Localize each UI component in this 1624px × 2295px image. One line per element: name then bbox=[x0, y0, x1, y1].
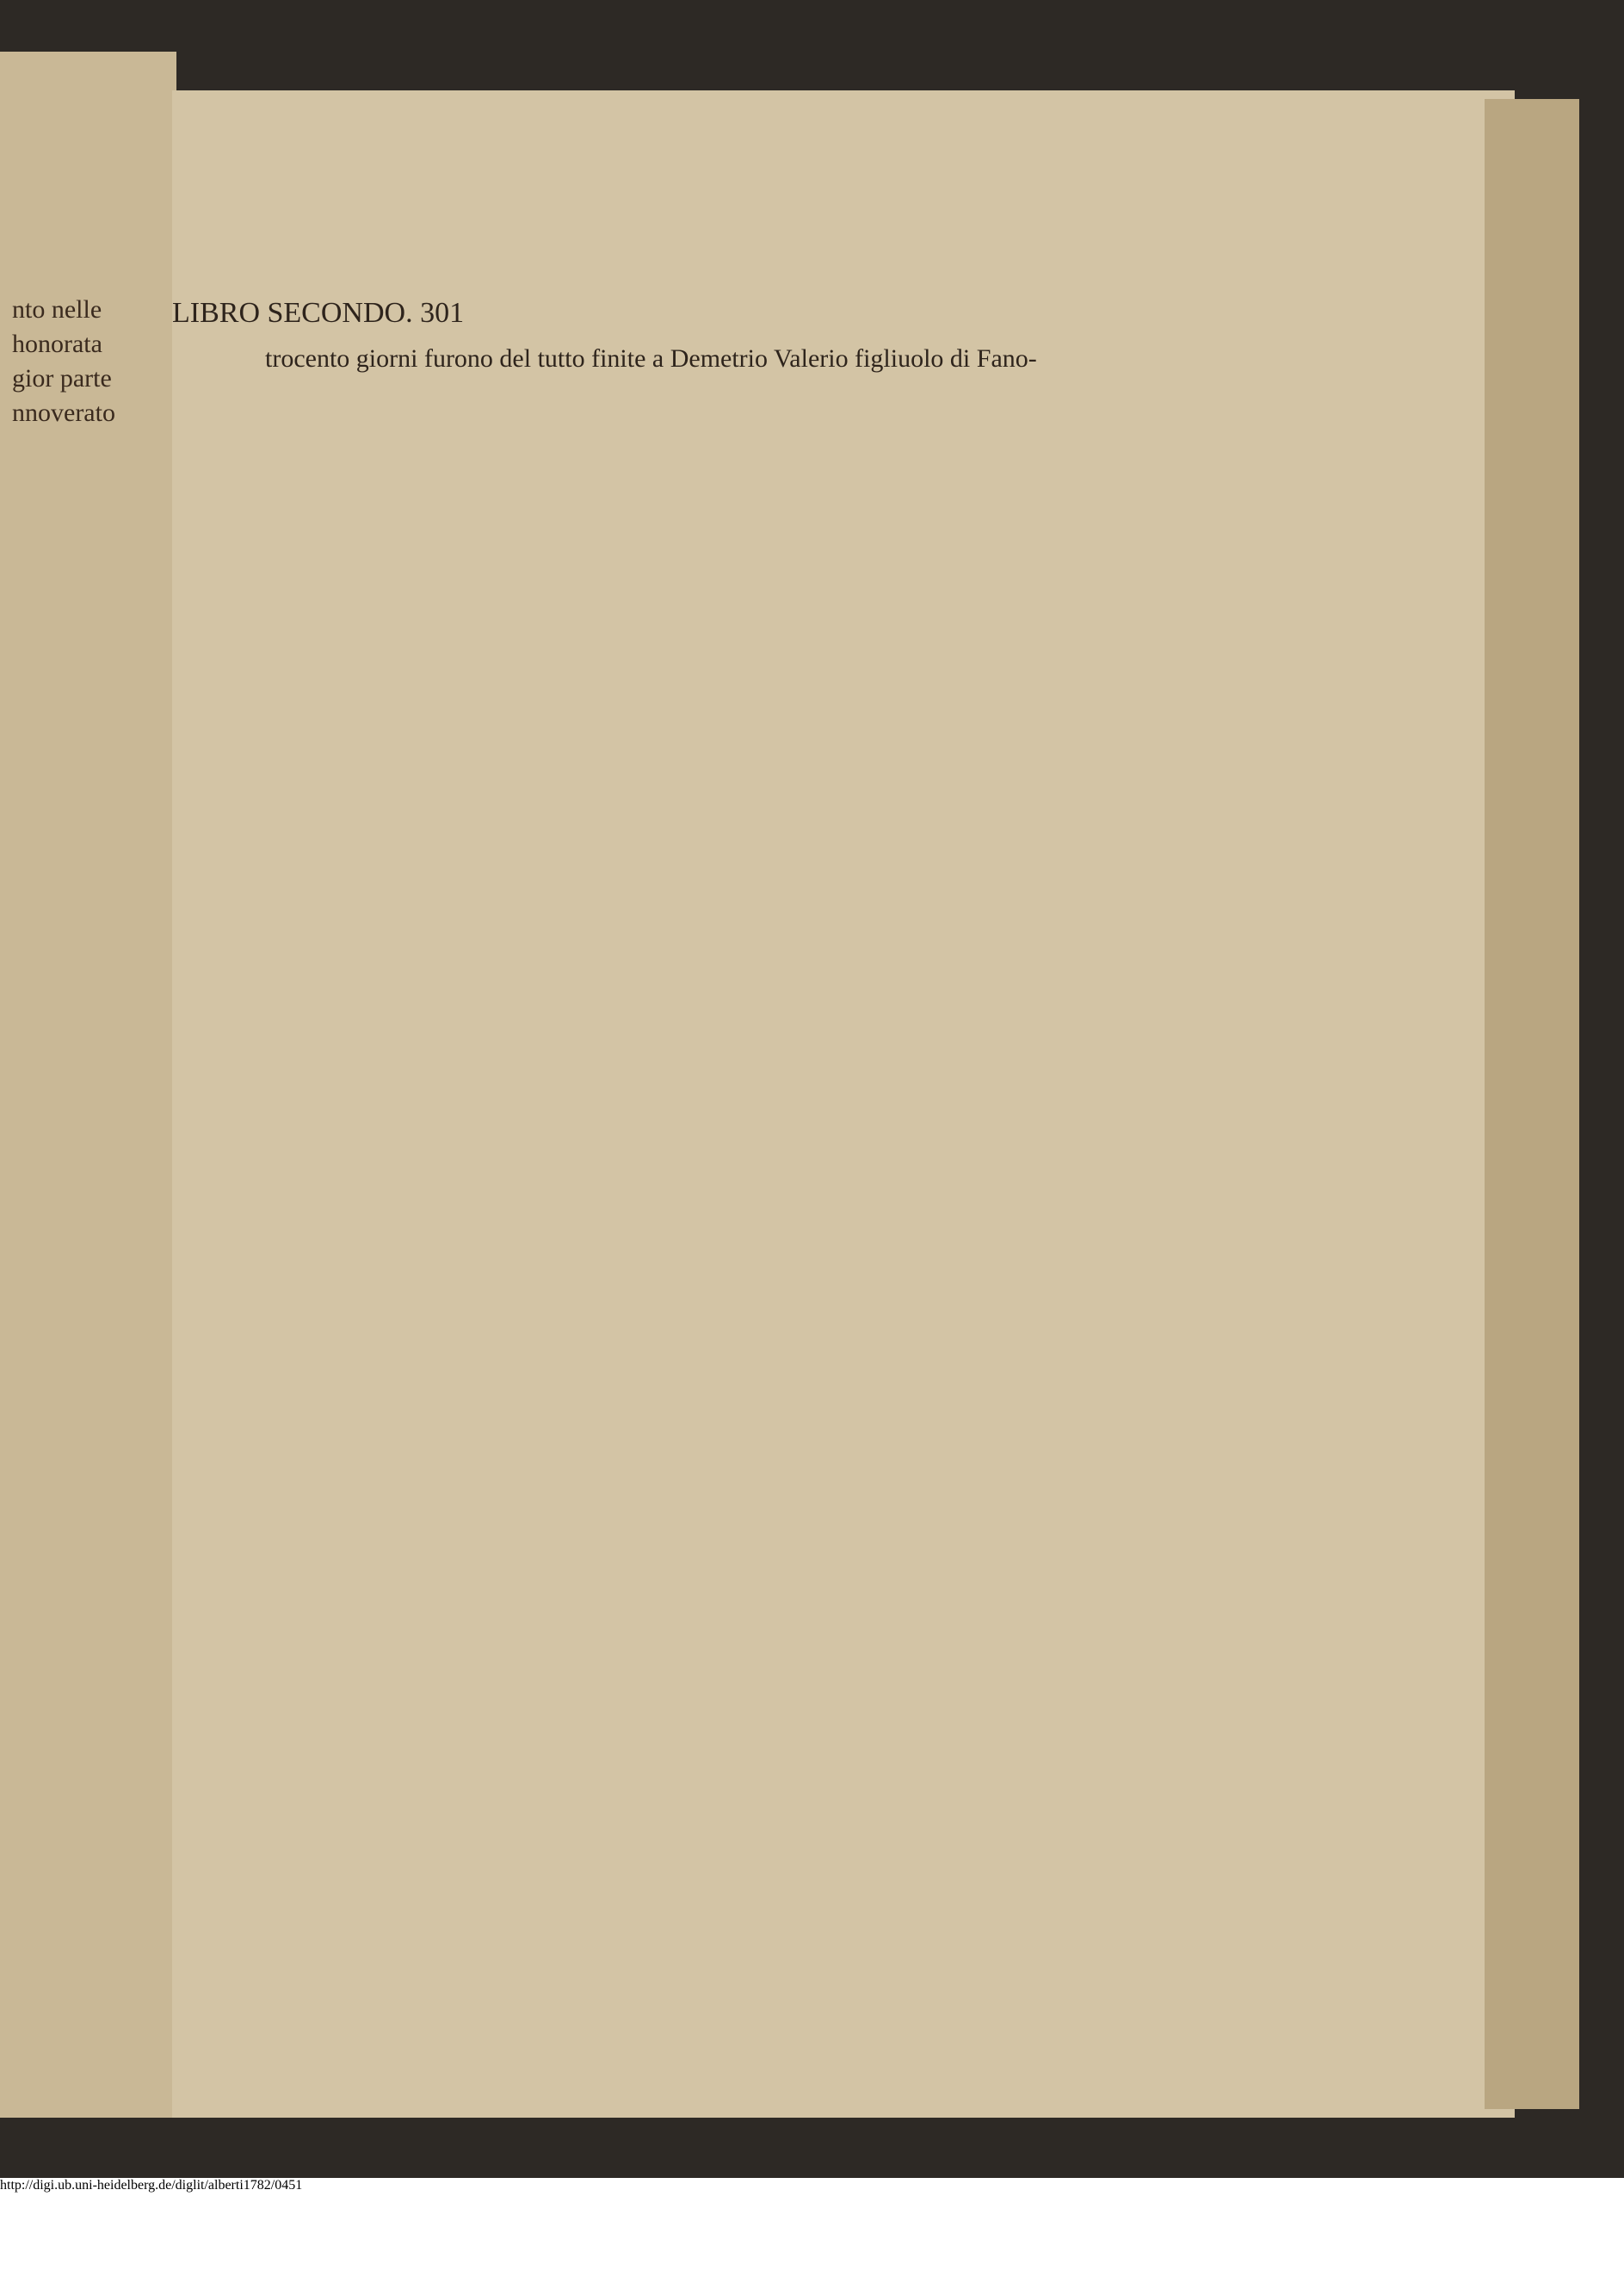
body-line: trocento giorni furono del tutto finite a Demetrio Valerio figliuolo di Fano- bbox=[265, 344, 1037, 373]
page-edge bbox=[1485, 99, 1579, 2109]
footer-bar bbox=[0, 2178, 1624, 2295]
right-page bbox=[172, 90, 1515, 2118]
right-page-text bbox=[265, 344, 1362, 373]
left-page-line: honorata bbox=[12, 330, 102, 358]
left-page bbox=[0, 52, 176, 2118]
source-link[interactable]: http://digi.ub.uni-heidelberg.de/diglit/alberti1782/0451 bbox=[0, 2178, 303, 2193]
left-page-line: gior parte bbox=[12, 364, 112, 393]
left-page-text bbox=[12, 293, 176, 430]
running-head: LIBRO SECONDO. bbox=[172, 297, 413, 329]
left-page-line: nnoverato bbox=[12, 399, 115, 427]
page-header bbox=[172, 297, 1515, 330]
left-page-line: nto nelle bbox=[12, 295, 102, 324]
page-number: 301 bbox=[420, 297, 465, 329]
